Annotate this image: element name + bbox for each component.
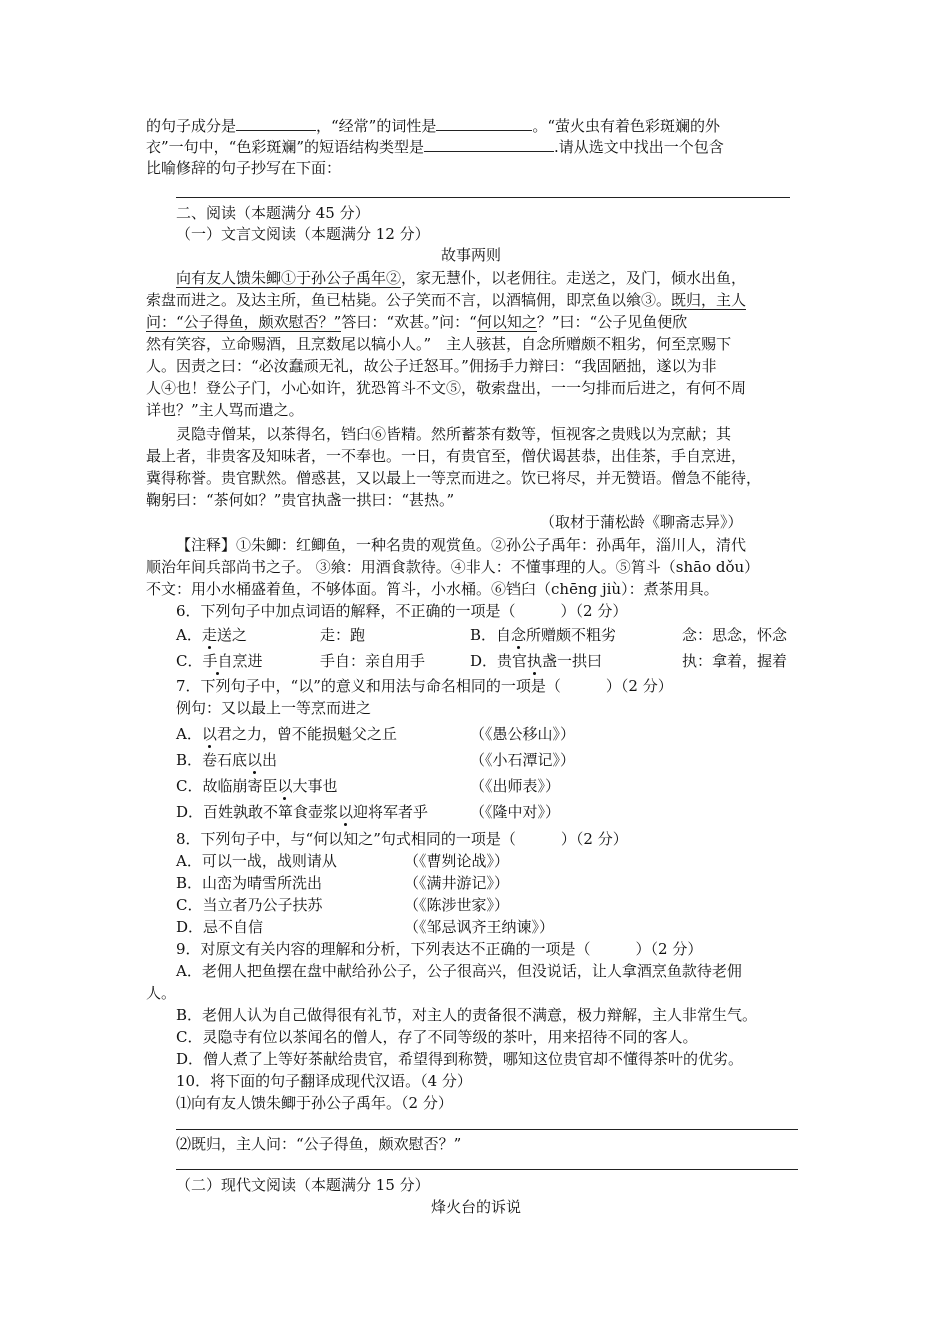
option-a-continued[interactable]: 人。	[146, 984, 177, 1002]
option-b-source: （《小石潭记》）	[470, 751, 576, 769]
passage-line: 详也？”主人骂而遣之。	[146, 401, 304, 419]
option-b[interactable]: B．卷石底以出	[176, 751, 278, 769]
option-c[interactable]: C．手自烹进	[176, 652, 263, 670]
answer-blank[interactable]	[236, 116, 316, 131]
answer-line[interactable]	[176, 1169, 798, 1170]
question-line-2: 衣”一句中，“色彩斑斓”的短语结构类型是 .请从选文中找出一个包含	[146, 138, 724, 156]
example-sentence: 例句：又以最上一等烹而进之	[176, 699, 372, 717]
question-stem: 6．下列句子中加点词语的解释，不正确的一项是（ ）（2 分）	[176, 602, 628, 620]
option-d[interactable]: D．忌不自信	[176, 918, 264, 936]
option-c-source: （《陈涉世家》）	[404, 896, 510, 914]
question-stem: 7．下列句子中，“以”的意义和用法与命名相同的一项是（ ）（2 分）	[176, 677, 673, 695]
option-b-source: （《满井游记》）	[404, 874, 510, 892]
option-d[interactable]: D．贵官执盏一拱曰	[470, 652, 603, 670]
option-d-explanation: 执：拿着，握着	[682, 652, 788, 670]
option-d[interactable]: D．僧人煮了上等好茶献给贵官，希望得到称赞，哪知这位贵官却不懂得茶叶的优劣。	[176, 1050, 744, 1068]
option-a-source: （《曹刿论战》）	[404, 852, 510, 870]
option-b[interactable]: B．自念所赠颇不粗劣	[470, 626, 617, 644]
option-c[interactable]: C．故临崩寄臣以大事也	[176, 777, 338, 795]
question-stem: 10．将下面的句子翻译成现代汉语。（4 分）	[176, 1072, 472, 1090]
passage-line: 冀得称誉。贵官默然。僧惑甚，又以最上一等烹而进之。饮已将尽，并无赞语。僧急不能待，	[146, 469, 762, 487]
passage-line: 人④也！登公子门，小心如许，犹恐筲斗不文⑤，敬索盘出，一一匀排而后进之，有何不周	[146, 379, 747, 397]
passage-title: 烽火台的诉说	[430, 1198, 521, 1216]
sub-question-2: ⑵既归，主人问：“公子得鱼，颇欢慰否？”	[176, 1135, 462, 1153]
option-b[interactable]: B．老佣人认为自己做得很有礼节，对主人的责备很不满意，极力辩解，主人非常生气。	[176, 1006, 758, 1024]
passage-title: 故事两则	[440, 246, 501, 264]
option-a[interactable]: A．以君之力，曾不能损魁父之丘	[176, 725, 397, 743]
option-a-source: （《愚公移山》）	[470, 725, 576, 743]
option-b-explanation: 念：思念，怀念	[682, 626, 788, 644]
passage-line: 然有笑容，立命赐酒，且烹数尾以犒小人。” 主人骇甚，自念所赠颇不粗劣，何至烹赐下	[146, 335, 732, 353]
option-a[interactable]: A．可以一战，战则请从	[176, 852, 337, 870]
notes-line: 不文：用小水桶盛着鱼，不够体面。筲斗，小水桶。⑥铛臼（chēng jiù）：煮茶用具。	[146, 580, 719, 598]
question-stem: 9．对原文有关内容的理解和分析，下列表达不正确的一项是（ ）（2 分）	[176, 940, 703, 958]
section-heading: 二、阅读（本题满分 45 分）	[176, 204, 370, 222]
option-d-source: （《隆中对》）	[470, 803, 561, 821]
answer-line[interactable]	[176, 197, 790, 198]
passage-line: 索盘而进之。及达主所，鱼已枯毙。公子笑而不言，以酒犒佣，即烹鱼以飨③。既归，主人	[146, 291, 747, 309]
option-a[interactable]: A．走送之	[176, 626, 247, 644]
option-c[interactable]: C．灵隐寺有位以茶闻名的僧人，存了不同等级的茶叶，用来招待不同的客人。	[176, 1028, 698, 1046]
notes-line: 顺治年间兵部尚书之子。 ③飨：用酒食款待。④非人：不懂事理的人。⑤筲斗（shāo dǒu）	[146, 558, 760, 576]
subsection-heading: （一）文言文阅读（本题满分 12 分）	[176, 225, 430, 243]
question-line-3: 比喻修辞的句子抄写在下面：	[146, 159, 342, 177]
passage-line: 人。因责之曰：“必汝蠢顽无礼，故公子迁怒耳。”佣扬手力辩曰：“我固陋拙，遂以为非	[146, 357, 717, 375]
option-d[interactable]: D．百姓孰敢不箪食壶浆以迎将军者乎	[176, 803, 429, 821]
passage-line: 问：“公子得鱼，颇欢慰否？”答曰：“欢甚。”问：“何以知之？”曰：“公子见鱼便欣	[146, 313, 688, 331]
question-line-1: 的句子成分是 ，“经常”的词性是 。“萤火虫有着色彩斑斓的外	[146, 117, 721, 135]
answer-line[interactable]	[176, 1129, 798, 1130]
option-c-source: （《出师表》）	[470, 777, 561, 795]
passage-line: 鞠躬曰：“茶何如？”贵官执盏一拱曰：“甚热。”	[146, 491, 455, 509]
sub-question-1: ⑴向有友人馈朱鲫于孙公子禹年。（2 分）	[176, 1094, 453, 1112]
option-a-explanation: 走：跑	[320, 626, 366, 644]
subsection-heading: （二）现代文阅读（本题满分 15 分）	[176, 1176, 430, 1194]
question-stem: 8．下列句子中，与“何以知之”句式相同的一项是（ ）（2 分）	[176, 830, 628, 848]
notes-line: 【注释】①朱鲫：红鲫鱼，一种名贵的观赏鱼。②孙公子禹年：孙禹年，淄川人，清代	[176, 536, 747, 554]
answer-blank[interactable]	[436, 116, 532, 131]
passage-line: 向有友人馈朱鲫①于孙公子禹年②，家无慧仆，以老佣往。走送之，及门，倾水出鱼，	[176, 269, 747, 287]
answer-blank[interactable]	[424, 137, 554, 152]
source-citation: （取材于蒲松龄《聊斋志异》）	[540, 513, 743, 531]
passage-line: 灵隐寺僧某，以茶得名，铛臼⑥皆精。然所蓄茶有数等，恒视客之贵贱以为烹献；其	[176, 425, 732, 443]
option-d-source: （《邹忌讽齐王纳谏》）	[404, 918, 555, 936]
option-b[interactable]: B．山峦为晴雪所洗出	[176, 874, 323, 892]
option-c-explanation: 手自：亲自用手	[320, 652, 426, 670]
option-c[interactable]: C．当立者乃公子扶苏	[176, 896, 323, 914]
passage-line: 最上者，非贵客及知味者，一不奉也。一日，有贵官至，僧伏谒甚恭，出佳茶，手自烹进，	[146, 447, 747, 465]
option-a[interactable]: A．老佣人把鱼摆在盘中献给孙公子，公子很高兴，但没说话，让人拿酒烹鱼款待老佣	[176, 962, 742, 980]
